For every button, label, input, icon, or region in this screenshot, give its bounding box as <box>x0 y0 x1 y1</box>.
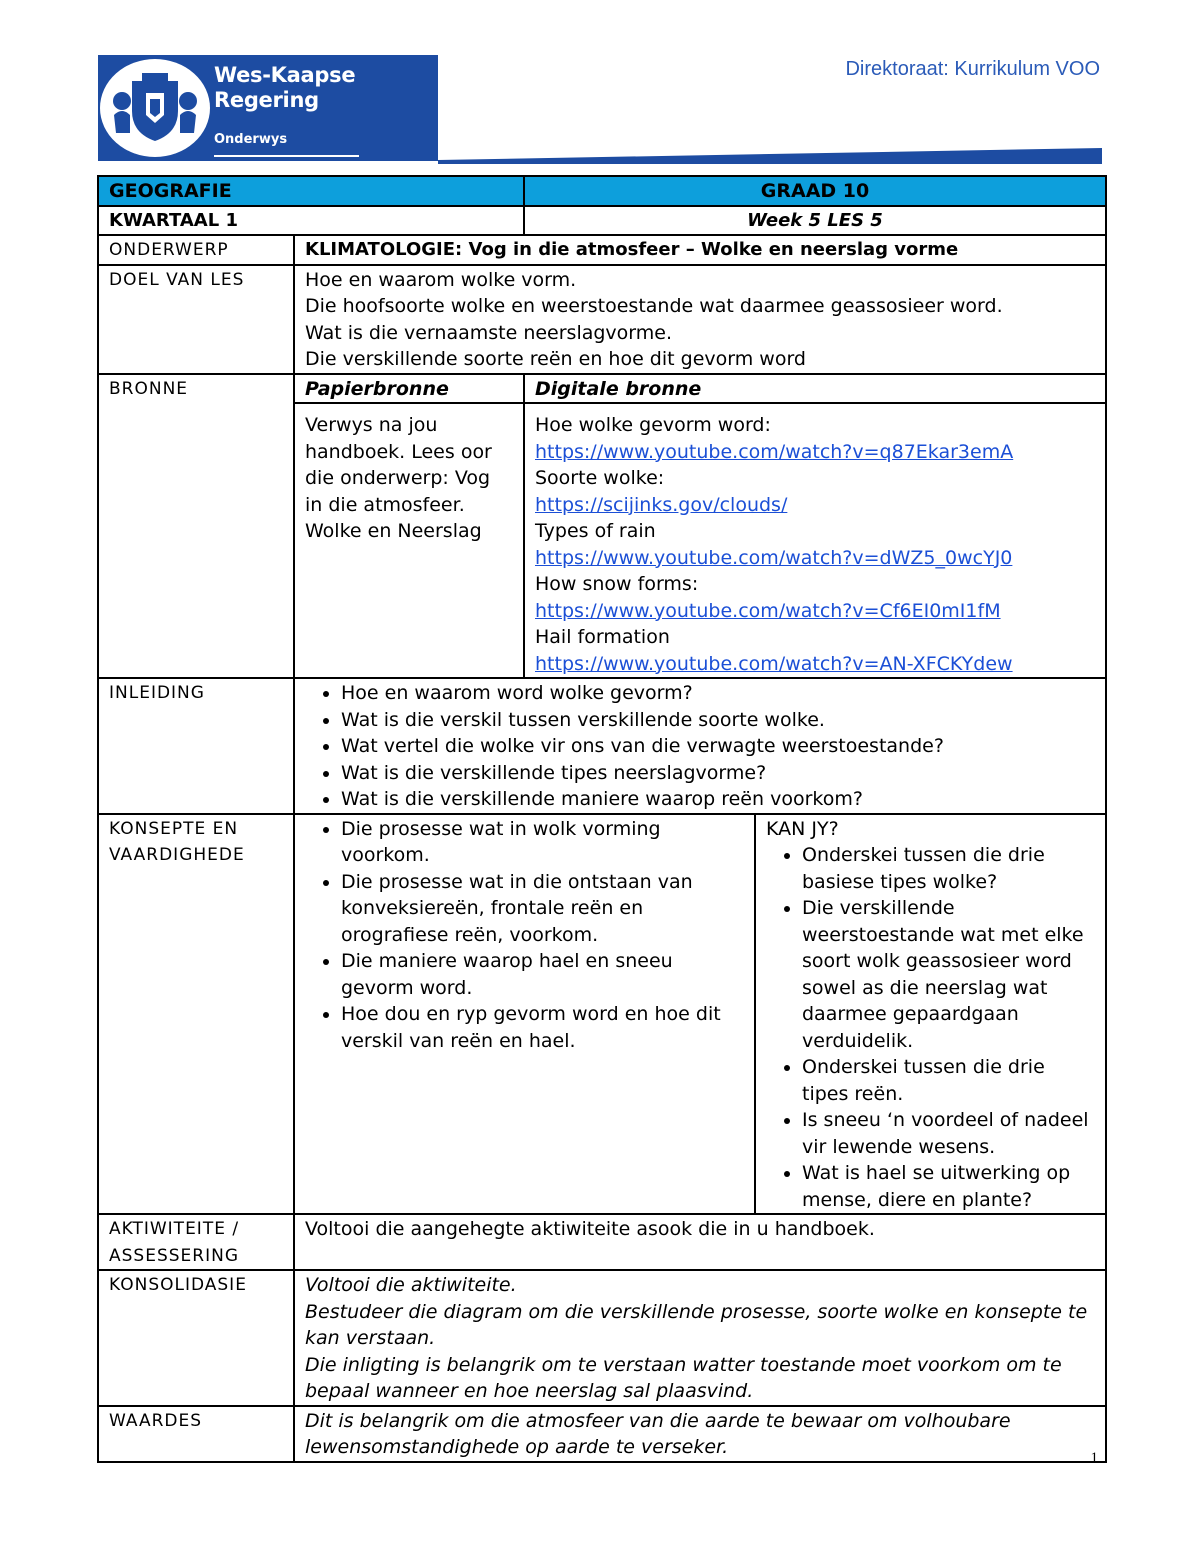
values-row <box>98 1406 1106 1462</box>
list-item: • Wat is die verskil tussen verskillende soorte wolke. <box>341 707 1095 734</box>
list-item: • Die prosesse wat in die ontstaan van konveksiereën, frontale reën en orografiese reën, voorkom. <box>341 869 744 949</box>
can-you-heading: KAN JY? <box>766 817 839 840</box>
header-rule <box>438 148 1102 164</box>
topic-row <box>98 235 1106 265</box>
values-label: WAARDES <box>98 1406 294 1462</box>
directorate-title: Direktoraat: Kurrikulum VOO <box>845 58 1100 80</box>
aim-line: Hoe en waarom wolke vorm. <box>305 268 577 291</box>
paper-resources-text: Verwys na jou handboek. Lees oor die onderwerp: Vog in die atmosfeer. Wolke en Neerslag <box>294 403 524 678</box>
aim-line: Wat is die vernaamste neerslagvorme. <box>305 321 673 344</box>
list-item: • Hoe en waarom word wolke gevorm? <box>341 680 1095 707</box>
resource-link[interactable]: https://scijinks.gov/clouds/ <box>535 493 788 516</box>
can-you-list <box>766 842 1095 1213</box>
list-item: • Wat vertel die wolke vir ons van die verwagte weerstoestande? <box>341 733 1095 760</box>
aim-value <box>294 265 1106 374</box>
digital-resources-list <box>524 403 1106 678</box>
consolidation-line: Voltooi die aktiwiteite. <box>305 1274 517 1296</box>
page-number: 1 <box>1090 1450 1098 1466</box>
logo-oval <box>100 59 210 157</box>
digital-resource-label: Hail formation <box>535 626 670 648</box>
values-value: Dit is belangrik om die atmosfeer van die aarde te bewaar om volhoubare lewensomstandighede op aarde te verseker. <box>294 1406 1106 1462</box>
topic-value: KLIMATOLOGIE: Vog in die atmosfeer – Wolke en neerslag vorme <box>294 235 1106 265</box>
aim-line: Die verskillende soorte reën en hoe dit gevorm word <box>305 348 806 370</box>
activities-value: Voltooi die aangehegte aktiwiteite asook die in u handboek. <box>294 1214 1106 1270</box>
paper-resources-heading: Papierbronne <box>294 374 524 404</box>
term-row <box>98 206 1106 236</box>
logo-subtitle: Onderwys <box>214 132 288 147</box>
consolidation-line: Bestudeer die diagram om die verskillende prosesse, soorte wolke en konsepte te kan verstaan. <box>305 1300 1088 1349</box>
list-item: • Wat is die verskillende tipes neerslagvorme? <box>341 760 1095 787</box>
resource-link[interactable]: https://www.youtube.com/watch?v=Cf6EI0mI1fM <box>535 599 1001 622</box>
list-item: • Onderskei tussen die drie basiese tipes wolke? <box>802 842 1095 895</box>
concepts-list <box>305 816 744 1055</box>
digital-resource-label: How snow forms: <box>535 573 699 595</box>
intro-list-cell <box>294 678 1106 814</box>
list-item: • Wat is hael se uitwerking op mense, diere en plante? <box>802 1160 1095 1213</box>
resources-label: BRONNE <box>98 374 294 679</box>
intro-list <box>305 680 1095 813</box>
logo-line1: Wes-Kaapse <box>214 63 356 87</box>
aim-label: DOEL VAN LES <box>98 265 294 374</box>
coat-of-arms-icon <box>112 71 198 145</box>
list-item: • Die maniere waarop hael en sneeu gevorm word. <box>341 948 744 1001</box>
list-item: • Hoe dou en ryp gevorm word en hoe dit verskil van reën en hael. <box>341 1001 744 1054</box>
term-cell: KWARTAAL 1 <box>98 206 524 236</box>
resources-heading-row <box>98 374 1106 404</box>
lesson-plan-table <box>97 175 1107 1463</box>
topic-label: ONDERWERP <box>98 235 294 265</box>
resource-link[interactable]: https://www.youtube.com/watch?v=dWZ5_0wcYJ0 <box>535 546 1013 569</box>
resource-link[interactable]: https://www.youtube.com/watch?v=q87Ekar3emA <box>535 440 1014 463</box>
can-you-cell <box>755 815 1105 1214</box>
consolidation-label: KONSOLIDASIE <box>98 1270 294 1406</box>
digital-resource-label: Types of rain <box>535 520 656 542</box>
concepts-list-cell <box>295 815 755 1214</box>
logo-title <box>214 63 355 113</box>
concepts-row <box>98 814 1106 1215</box>
digital-resources-heading: Digitale bronne <box>524 374 1106 404</box>
digital-resource-label: Hoe wolke gevorm word: <box>535 414 771 436</box>
aim-row <box>98 265 1106 374</box>
concepts-label: KONSEPTE EN VAARDIGHEDE <box>98 814 294 1215</box>
activities-row <box>98 1214 1106 1270</box>
list-item: • Wat is die verskillende maniere waarop reën voorkom? <box>341 786 1095 813</box>
activities-label: AKTIWITEITE / ASSESSERING <box>98 1214 294 1270</box>
list-item: • Onderskei tussen die drie tipes reën. <box>802 1054 1095 1107</box>
list-item: • Die verskillende weerstoestande wat met elke soort wolk geassosieer word sowel as die neerslag wat daarmee gepaardgaan verduidelik. <box>802 895 1095 1054</box>
week-cell: Week 5 LES 5 <box>524 206 1106 236</box>
list-item: • Is sneeu ‘n voordeel of nadeel vir lewende wesens. <box>802 1107 1095 1160</box>
grade-cell: GRAAD 10 <box>524 176 1106 206</box>
subject-cell: GEOGRAFIE <box>98 176 524 206</box>
concepts-cell <box>294 814 1106 1215</box>
intro-row <box>98 678 1106 814</box>
intro-label: INLEIDING <box>98 678 294 814</box>
consolidation-row <box>98 1270 1106 1406</box>
resource-link[interactable]: https://www.youtube.com/watch?v=AN-XFCKYdew <box>535 652 1013 675</box>
consolidation-value <box>294 1270 1106 1406</box>
logo <box>98 55 438 161</box>
logo-line2: Regering <box>214 88 319 112</box>
concepts-inner-table <box>295 815 1105 1214</box>
logo-divider <box>214 155 359 157</box>
list-item: • Die prosesse wat in wolk vorming voorkom. <box>341 816 744 869</box>
digital-resource-label: Soorte wolke: <box>535 467 665 489</box>
aim-line: Die hoofsoorte wolke en weerstoestande wat daarmee geassosieer word. <box>305 295 1003 317</box>
subject-row <box>98 176 1106 206</box>
consolidation-line: Die inligting is belangrik om te verstaan watter toestande moet voorkom om te bepaal wanneer en hoe neerslag sal plaasvind. <box>305 1353 1062 1402</box>
